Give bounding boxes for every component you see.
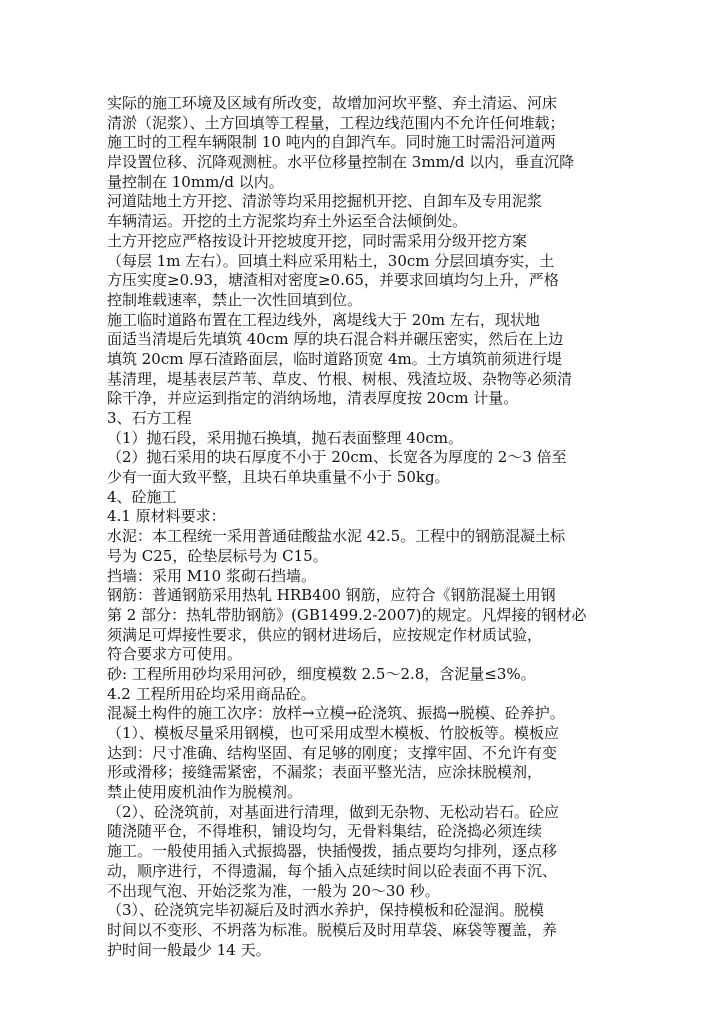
text-line: 形或滑移；接缝需紧密，不漏浆；表面平整光洁，应涂抹脱模剂，: [107, 763, 543, 782]
text-line: 护时间一般最少 14 天。: [107, 940, 271, 959]
subsection-heading: 4.2 工程所用砼均采用商品砼。: [107, 684, 316, 703]
text-line: 砂: 工程所用砂均采用河砂，细度模数 2.5～2.8，含泥量≤3%。: [107, 664, 536, 683]
text-line: 动，顺序进行，不得遗漏，每个插入点延续时间以砼表面不再下沉、: [107, 861, 558, 880]
text-line: 第 2 部分：热轧带肋钢筋》(GB1499.2-2007)的规定。凡焊接的钢材必: [107, 605, 587, 624]
text-line: 须满足可焊接性要求，供应的钢材进场后，应按规定作材质试验，: [107, 625, 543, 644]
text-line: 少有一面大致平整，且块石单块重量不小于 50kg。: [107, 468, 450, 487]
text-line: 挡墙：采用 M10 浆砌石挡墙。: [107, 566, 316, 585]
text-line: 达到：尺寸准确、结构坚固、有足够的刚度；支撑牢固、不允许有变: [107, 743, 558, 762]
text-line: 随浇随平仓，不得堆积，铺设均匀，无骨料集结，砼浇捣必须连续: [107, 822, 543, 841]
text-line: 基清理，堤基表层芦苇、草皮、竹根、树根、残渣垃圾、杂物等必须清: [107, 369, 573, 388]
text-line: 除干净，并应运到指定的消纳场地，清表厚度按 20cm 计量。: [107, 389, 519, 408]
text-line: 控制堆载速率，禁止一次性回填到位。: [107, 290, 363, 309]
text-line: 车辆清运。开挖的土方泥浆均弃土外运至合法倾倒处。: [107, 212, 468, 231]
text-line: 施工临时道路布置在工程边线外，离堤线大于 20m 左右，现状地: [107, 310, 540, 329]
section-heading: 4、砼施工: [107, 487, 177, 506]
section-heading: 3、石方工程: [107, 409, 192, 427]
text-line: 填筑 20cm 厚石渣路面层，临时道路顶宽 4m。土方填筑前须进行堤: [107, 349, 562, 368]
text-line: 施工。一般使用插入式振捣器，快插慢拨，插点要均匀排列，逐点移: [107, 842, 558, 861]
text-line: 号为 C25，砼垫层标号为 C15。: [107, 546, 328, 565]
text-line: （2）、砼浇筑前，对基面进行清理，做到无杂物、无松动岩石。砼应: [107, 802, 560, 821]
text-line: 不出现气泡、开始泛浆为准，一般为 20～30 秒。: [107, 881, 440, 900]
text-line: 实际的施工环境及区域有所改变，故增加河坎平整、弃土清运、河床: [107, 94, 558, 112]
text-line: （3）、砼浇筑完毕初凝后及时洒水养护，保持模板和砼湿润。脱模: [107, 901, 545, 920]
text-line: （1）、模板尽量采用钢模，也可采用成型木模板、竹胶板等。模板应: [107, 724, 560, 742]
text-line: 水泥：本工程统一采用普通硅酸盐水泥 42.5。工程中的钢筋混凝土标: [107, 527, 566, 546]
text-line: 河道陆地土方开挖、清淤等均采用挖掘机开挖、自卸车及专用泥浆: [107, 192, 543, 211]
text-line: 混凝土构件的施工次序：放样→立模→砼浇筑、振捣→脱模、砼养护。: [107, 704, 565, 723]
text-line: 符合要求方可使用。: [107, 645, 243, 664]
text-line: 方压实度≥0.93，塘渣相对密度≥0.65，并要求回填均匀上升，严格: [107, 271, 559, 290]
document-body: [107, 94, 627, 960]
text-line: 岸设置位移、沉降观测桩。水平位移量控制在 3mm/d 以内，垂直沉降: [107, 153, 575, 172]
text-line: 施工时的工程车辆限制 10 吨内的自卸汽车。同时施工时需沿河道两: [107, 133, 556, 152]
text-line: 面适当清堤后先填筑 40cm 厚的块石混合料并碾压密实，然后在上边: [107, 330, 564, 349]
text-line: （2）抛石采用的块石厚度不小于 20cm、长宽各为厚度的 2～3 倍至: [107, 448, 567, 467]
text-line: （1）抛石段，采用抛石换填，抛石表面整理 40cm。: [107, 428, 464, 447]
text-line: （每层 1m 左右）。回填土料应采用粘土，30cm 分层回填夯实，土: [107, 251, 555, 270]
text-line: 时间以不变形、不坍落为标准。脱模后及时用草袋、麻袋等覆盖，养: [107, 920, 558, 939]
text-line: 土方开挖应严格按设计开挖坡度开挖，同时需采用分级开挖方案: [107, 231, 528, 250]
text-line: 清淤（泥浆）、土方回填等工程量，工程边线范围内不允许任何堆载；: [107, 113, 565, 132]
subsection-heading: 4.1 原材料要求：: [107, 507, 226, 526]
text-line: 量控制在 10mm/d 以内。: [107, 172, 284, 191]
text-line: 钢筋：普通钢筋采用热轧 HRB400 钢筋，应符合《钢筋混凝土用钢: [107, 586, 556, 605]
text-line: 禁止使用废机油作为脱模剂。: [107, 783, 303, 802]
